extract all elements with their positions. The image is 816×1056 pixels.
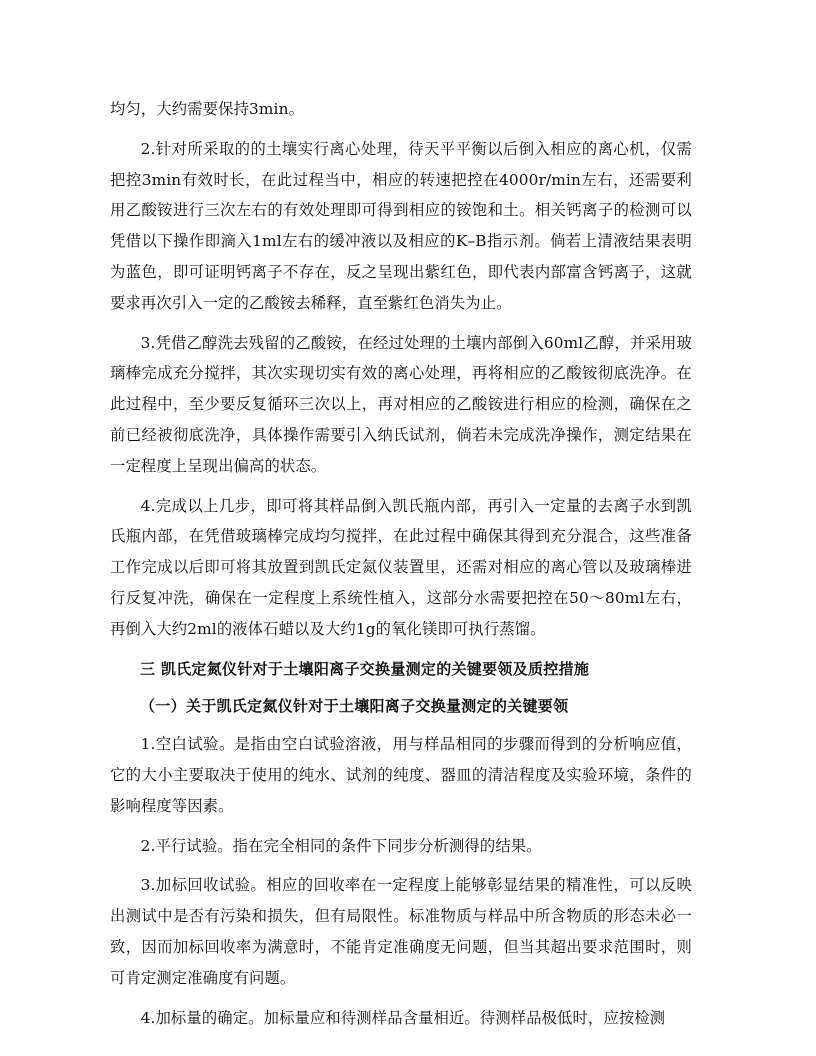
item-spike-recovery-test: 3.加标回收试验。相应的回收率在一定程度上能够彰显结果的精准性，可以反映出测试中是否有污染和损失，但有局限性。标准物质与样品中所含物质的形态未必一致，因而加标回收率为满意时，不能肯定准确度无问题，但当其超出要求范围时，则可肯定测定准确度有问题。 [110, 876, 692, 987]
item-blank-test: 1.空白试验。是指由空白试验溶液，用与样品相同的步骤而得到的分析响应值，它的大小主要取决于使用的纯水、试剂的纯度、器皿的清洁程度及实验环境，条件的影响程度等因素。 [110, 735, 692, 815]
paragraph-step-2: 2.针对所采取的的土壤实行离心处理，待天平平衡以后倒入相应的离心机，仅需把控3min有效时长，在此过程当中，相应的转速把控在4000r/min左右，还需要利用乙酸铵进行三次左右的有效处理即可得到相应的铵饱和土。相关钙离子的检测可以凭借以下操作即滴入1ml左右的缓冲液以及相应的K–B指示剂。倘若上清液结果表明为蓝色，即可证明钙离子不存在，反之呈现出紫红色，即代表内部富含钙离子，这就要求再次引入一定的乙酸铵去稀释，直至紫红色消失为止。 [110, 139, 692, 312]
item-spike-amount: 4.加标量的确定。加标量应和待测样品含量相近。待测样品极低时，应按检测 [140, 1008, 666, 1027]
document-body [110, 94, 692, 1042]
paragraph-continuation: 均匀，大约需要保持3min。 [110, 100, 305, 118]
paragraph-step-3: 3.凭借乙醇洗去残留的乙酸铵，在经过处理的土壤内部倒入60ml乙醇，并采用玻璃棒完成充分搅拌，其次实现切实有效的离心处理，再将相应的乙酸铵彻底洗净。在此过程中，至少要反复循环三次以上，再对相应的乙酸铵进行相应的检测，确保在之前已经被彻底洗净，具体操作需要引入纳氏试剂，倘若未完成洗净操作，测定结果在一定程度上呈现出偏高的状态。 [110, 333, 692, 475]
section-heading: 三 凯氏定氮仪针对于土壤阳离子交换量测定的关键要领及质控措施 [140, 659, 590, 678]
subsection-heading: （一）关于凯氏定氮仪针对于土壤阳离子交换量测定的关键要领 [140, 697, 569, 716]
paragraph-step-4: 4.完成以上几步，即可将其样品倒入凯氏瓶内部，再引入一定量的去离子水到凯氏瓶内部，在凭借玻璃棒完成均匀搅拌，在此过程中确保其得到充分混合，这些准备工作完成以后即可将其放置到凯氏定氮仪装置里，还需对相应的离心管以及玻璃棒进行反复冲洗，确保在一定程度上系统性植入，这部分水需要把控在50～80ml左右，再倒入大约2ml的液体石蜡以及大约1g的氧化镁即可执行蒸馏。 [110, 496, 692, 638]
item-parallel-test: 2.平行试验。指在完全相同的条件下同步分析测得的结果。 [140, 836, 542, 855]
